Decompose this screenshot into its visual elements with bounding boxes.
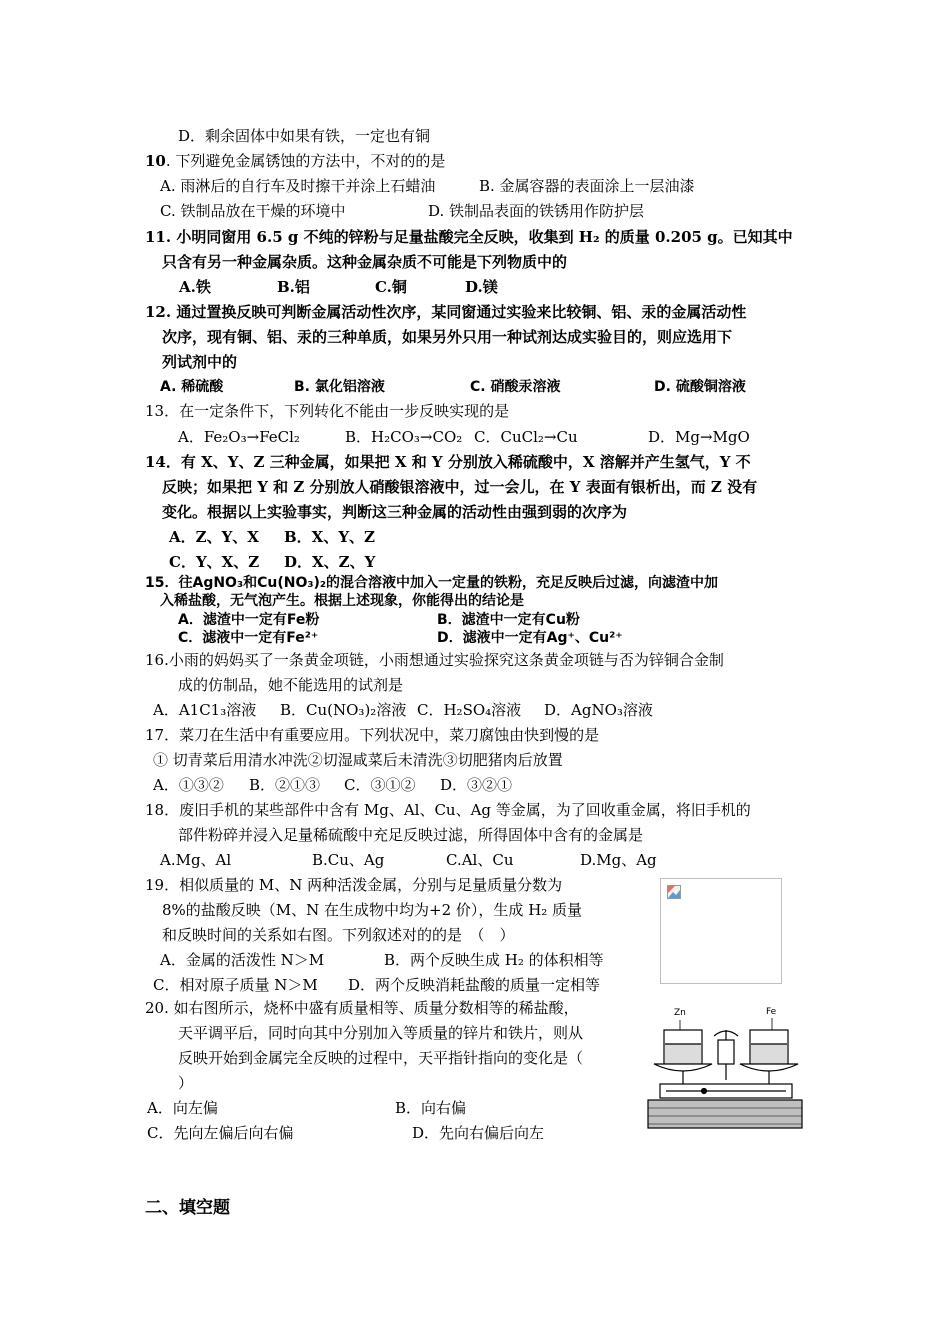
- q16-option-a: A．A1C1₃溶液: [153, 701, 257, 719]
- broken-image-icon: [667, 885, 681, 899]
- q13-option-d: D．Mg→MgO: [648, 428, 750, 446]
- balance-scale-drawing: [648, 1018, 802, 1128]
- q11-stem-line2: 只含有另一种金属杂质。这种金属杂质不可能是下列物质中的: [162, 253, 568, 271]
- q13-option-b: B．H₂CO₃→CO₂: [345, 428, 463, 446]
- q14-option-b: B．X、Y、Z: [284, 528, 375, 546]
- q16-stem-line2: 成的仿制品，她不能选用的试剂是: [178, 676, 404, 694]
- q12-option-b: B. 氯化铝溶液: [294, 379, 385, 395]
- q10-stem-text: . 下列避免金属锈蚀的方法中，不对的的是: [165, 152, 446, 170]
- q13-option-a: A．Fe₂O₃→FeCl₂: [178, 428, 300, 446]
- q15-stem-line1: 15．往AgNO₃和Cu(NO₃)₂的混合溶液中加入一定量的铁粉，充足反映后过滤，向滤渣中加: [145, 575, 719, 591]
- q15-option-c: C．滤液中一定有Fe²⁺: [178, 630, 319, 646]
- q18-stem-line1: 18．废旧手机的某些部件中含有 Mg、Al、Cu、Ag 等金属，为了回收重金属，将旧手机的: [145, 801, 751, 819]
- q11-option-d: D.镁: [465, 278, 498, 296]
- q20-stem-line2: 天平调平后，同时向其中分别加入等质量的锌片和铁片，则从: [178, 1024, 584, 1042]
- q15-option-d: D．滤液中一定有Ag⁺、Cu²⁺: [437, 630, 623, 646]
- q19-option-c: C．相对原子质量 N＞M: [153, 976, 318, 994]
- q13-option-c: C．CuCl₂→Cu: [474, 428, 578, 446]
- q11-option-c: C.铜: [375, 278, 407, 296]
- q17-conditions: ① 切青菜后用清水冲洗②切湿咸菜后未清洗③切肥猪肉后放置: [153, 751, 563, 769]
- q12-stem-line2: 次序，现有铜、铝、汞的三种单质，如果另外只用一种试剂达成实验目的，则应选用下: [162, 328, 733, 346]
- q14-stem-line2: 反映；如果把 Y 和 Z 分别放人硝酸银溶液中，过一会儿，在 Y 表面有银析出，而 Z 没有: [162, 478, 758, 496]
- q10-option-b: B. 金属容器的表面涂上一层油漆: [479, 177, 695, 195]
- q18-option-b: B.Cu、Ag: [312, 851, 385, 869]
- q19-graph-image: [660, 878, 782, 984]
- q20-option-a: A．向左偏: [147, 1099, 218, 1117]
- q12-option-d: D. 硫酸铜溶液: [654, 379, 746, 395]
- q10-option-a: A. 雨淋后的自行车及时擦干并涂上石蜡油: [160, 177, 436, 195]
- q20-stem-line4: ）: [178, 1074, 194, 1092]
- q19-stem-line3: 和反映时间的关系如右图。下列叙述对的的是 （ ）: [162, 926, 515, 944]
- q20-option-c: C．先向左偏后向右偏: [147, 1124, 294, 1142]
- q19-option-a: A．金属的活泼性 N＞M: [160, 951, 325, 969]
- q16-stem-line1: 16.小雨的妈妈买了一条黄金项链，小雨想通过实验探究这条黄金项链与否为锌铜合金制: [145, 651, 724, 669]
- q18-option-c: C.Al、Cu: [446, 851, 514, 869]
- q10-number: 10: [145, 152, 166, 170]
- q15-stem-line2: 入稀盐酸，无气泡产生。根据上述现象，你能得出的结论是: [160, 593, 524, 609]
- zinc-label: Zn: [674, 1008, 686, 1018]
- q18-option-d: D.Mg、Ag: [580, 851, 657, 869]
- q10-option-d: D. 铁制品表面的铁锈用作防护层: [428, 202, 645, 220]
- section-2-heading: 二、填空题: [145, 1198, 230, 1218]
- q17-option-d: D．③②①: [440, 776, 513, 794]
- q14-stem-line3: 变化。根据以上实验事实，判断这三种金属的活动性由强到弱的次序为: [162, 503, 628, 521]
- q20-option-d: D．先向右偏后向左: [412, 1124, 545, 1142]
- iron-label: Fe: [766, 1007, 777, 1017]
- q17-option-b: B．②①③: [249, 776, 321, 794]
- q9-option-d: D．剩余固体中如果有铁，一定也有铜: [178, 127, 431, 145]
- q15-option-a: A．滤渣中一定有Fe粉: [178, 612, 320, 628]
- q20-stem-line3: 反映开始到金属完全反映的过程中，天平指针指向的变化是（: [178, 1049, 584, 1067]
- q11-option-b: B.铝: [277, 278, 310, 296]
- q10-option-c: C. 铁制品放在干燥的环境中: [160, 202, 346, 220]
- q16-option-b: B．Cu(NO₃)₂溶液: [280, 701, 407, 719]
- q12-option-a: A. 稀硫酸: [160, 379, 224, 395]
- q16-option-c: C．H₂SO₄溶液: [417, 701, 522, 719]
- q17-option-c: C．③①②: [344, 776, 416, 794]
- q20-option-b: B．向右偏: [395, 1099, 467, 1117]
- q18-stem-line2: 部件粉碎并浸入足量稀硫酸中充足反映过滤，所得固体中含有的金属是: [178, 826, 644, 844]
- q17-stem: 17．菜刀在生活中有重要应用。下列状况中，菜刀腐蚀由快到慢的是: [145, 726, 600, 744]
- q19-option-b: B．两个反映生成 H₂ 的体积相等: [384, 951, 604, 969]
- q20-stem-line1: 20. 如右图所示，烧杯中盛有质量相等、质量分数相等的稀盐酸，: [145, 999, 579, 1017]
- q14-option-a: A．Z、Y、X: [169, 528, 259, 546]
- q12-stem-line3: 列试剂中的: [162, 353, 238, 371]
- q12-option-c: C. 硝酸汞溶液: [470, 379, 561, 395]
- q14-stem-line1: 14．有 X、Y、Z 三种金属，如果把 X 和 Y 分别放入稀硫酸中，X 溶解并产生氢气，Y 不: [145, 453, 751, 471]
- q14-option-c: C．Y、X、Z: [169, 553, 260, 571]
- q18-option-a: A.Mg、Al: [160, 851, 232, 869]
- q19-stem-line2: 8%的盐酸反映（M、N 在生成物中均为+2 价），生成 H₂ 质量: [162, 901, 583, 919]
- q13-stem: 13．在一定条件下，下列转化不能由一步反映实现的是: [145, 402, 510, 420]
- q16-option-d: D．AgNO₃溶液: [544, 701, 653, 719]
- q11-option-a: A.铁: [179, 278, 211, 296]
- q14-option-d: D．X、Z、Y: [284, 553, 376, 571]
- q15-option-b: B．滤渣中一定有Cu粉: [437, 612, 580, 628]
- q12-stem-line1: 12. 通过置换反映可判断金属活动性次序，某同窗通过实验来比较铜、铝、汞的金属活动性: [145, 303, 747, 321]
- q19-stem-line1: 19．相似质量的 M、N 两种活泼金属，分别与足量质量分数为: [145, 876, 563, 894]
- q17-option-a: A．①③②: [153, 776, 224, 794]
- q19-option-d: D．两个反映消耗盐酸的质量一定相等: [348, 976, 601, 994]
- q20-balance-figure: [644, 1000, 806, 1134]
- q11-stem-line1: 11. 小明同窗用 6.5 g 不纯的锌粉与足量盐酸完全反映，收集到 H₂ 的质量 0.205 g。已知其中: [145, 228, 793, 246]
- q10-stem: [145, 151, 445, 171]
